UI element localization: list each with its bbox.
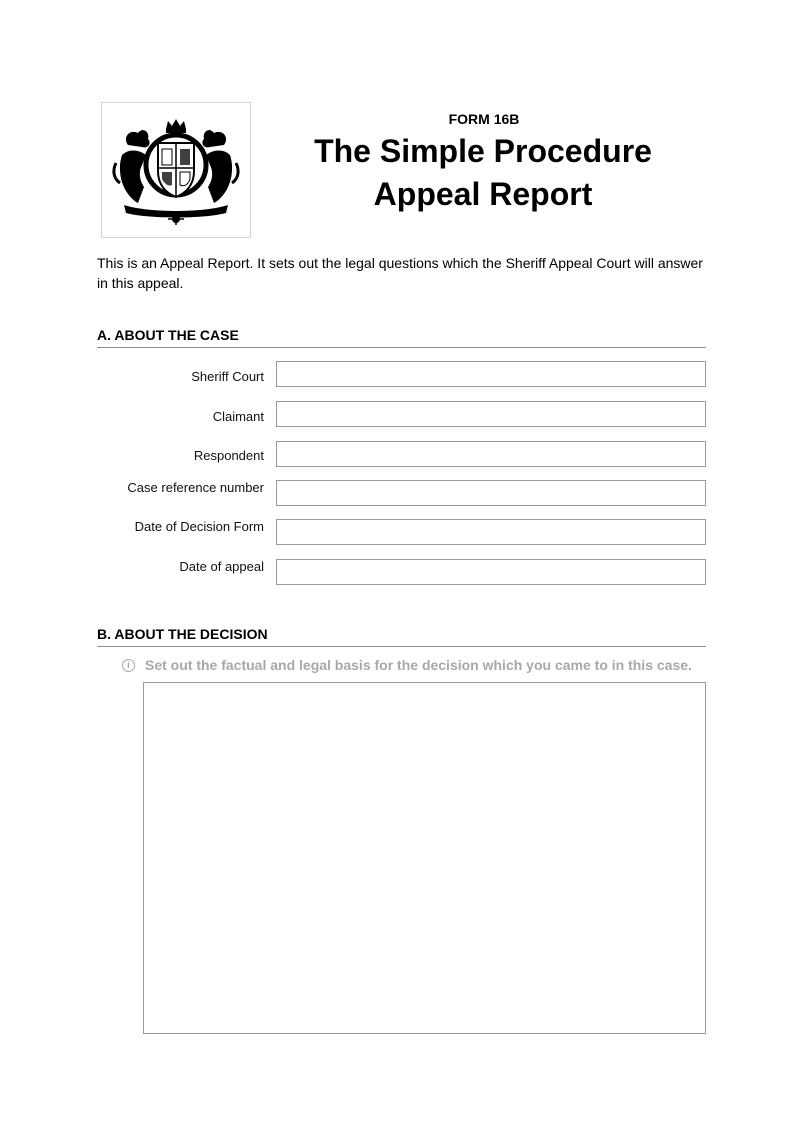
sheriff-court-input[interactable] — [276, 361, 706, 387]
claimant-label: Claimant — [212, 409, 264, 424]
decision-date-input[interactable] — [276, 519, 706, 545]
info-icon: i — [122, 659, 135, 672]
coat-of-arms-logo — [101, 102, 251, 238]
section-a-heading: A. ABOUT THE CASE — [97, 326, 706, 348]
decision-instruction-text: Set out the factual and legal basis for the decision which you came to in this case. — [145, 657, 692, 673]
section-b-heading: B. ABOUT THE DECISION — [97, 625, 706, 647]
case-reference-label: Case reference number — [127, 480, 264, 495]
appeal-date-input[interactable] — [276, 559, 706, 585]
form-title-line1: The Simple Procedure — [314, 133, 652, 169]
form-title — [300, 130, 666, 216]
decision-date-label: Date of Decision Form — [134, 519, 264, 534]
form-number: FORM 16B — [448, 111, 520, 127]
royal-coat-of-arms-icon — [108, 115, 244, 225]
decision-instruction — [122, 656, 722, 674]
respondent-label: Respondent — [193, 448, 264, 463]
sheriff-court-label: Sheriff Court — [191, 369, 264, 384]
case-reference-input[interactable] — [276, 480, 706, 506]
claimant-input[interactable] — [276, 401, 706, 427]
form-title-line2: Appeal Report — [373, 176, 593, 212]
respondent-input[interactable] — [276, 441, 706, 467]
intro-text: This is an Appeal Report. It sets out the legal questions which the Sheriff Appeal Court will answer in this appeal. — [97, 255, 703, 291]
appeal-date-label: Date of appeal — [179, 559, 264, 574]
decision-basis-textarea[interactable] — [143, 682, 706, 1034]
